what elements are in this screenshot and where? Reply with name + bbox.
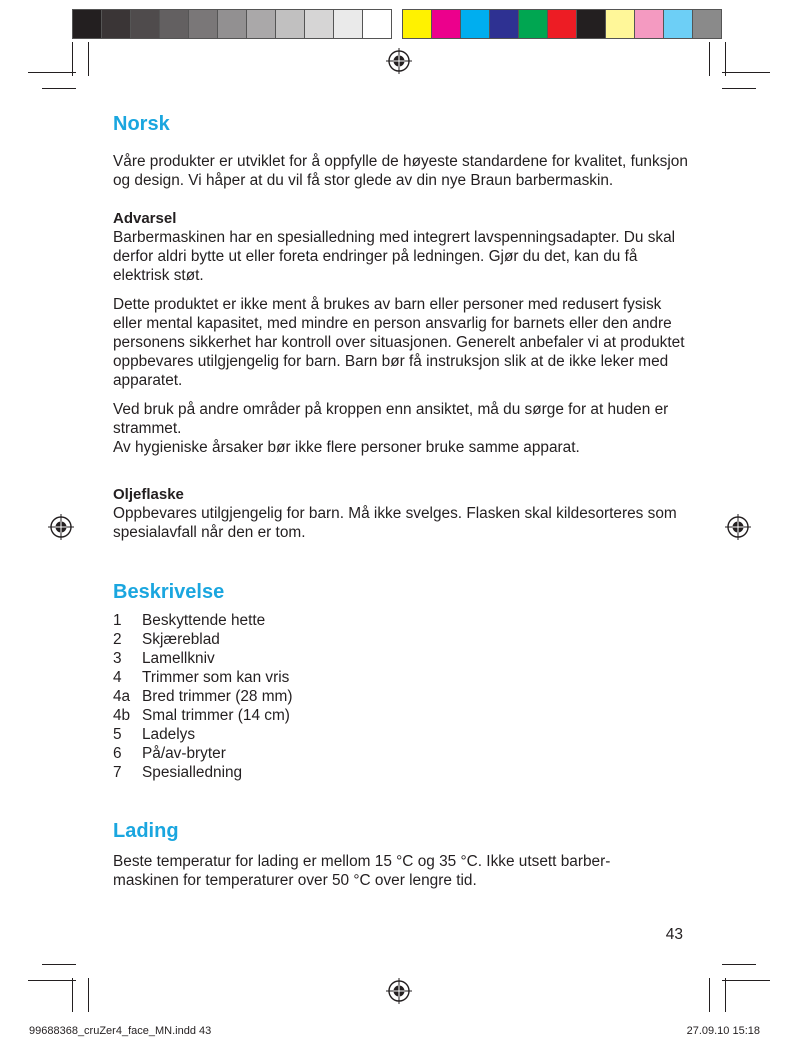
section-title-norsk: Norsk (113, 113, 170, 135)
list-item-number: 2 (113, 631, 122, 648)
color-swatch (663, 9, 693, 39)
list-item-label: Skjæreblad (142, 631, 220, 648)
list-item (113, 763, 693, 782)
color-swatch (188, 9, 218, 39)
color-swatch (431, 9, 461, 39)
color-calibration-bar (402, 9, 721, 39)
description-list (113, 611, 693, 782)
oil-heading: Oljeflaske (113, 486, 184, 503)
warning-paragraph: Barbermaskinen har en spesialledning med integrert lavspenningsadapter. Du skal derfor aldri bytte ut eller foreta endringer på ledningen. Gjør du det, kan du få elektrisk støt. (113, 229, 676, 284)
crop-mark (725, 42, 726, 76)
color-swatch (159, 9, 189, 39)
list-item-number: 1 (113, 612, 122, 629)
color-swatch (333, 9, 363, 39)
crop-mark (28, 72, 76, 73)
crop-mark (42, 88, 76, 89)
crop-mark (709, 42, 710, 76)
registration-mark-icon (725, 514, 751, 540)
color-swatch (130, 9, 160, 39)
list-item-label: Trimmer som kan vris (142, 669, 290, 686)
list-item (113, 630, 693, 649)
color-swatch (275, 9, 305, 39)
list-item (113, 649, 693, 668)
grayscale-calibration-bar (72, 9, 391, 39)
charging-line-2: maskinen for temperaturer over 50 °C over lengre tid. (113, 872, 477, 889)
page-content (113, 110, 693, 890)
crop-mark (88, 978, 89, 1012)
section-title-beskrivelse: Beskrivelse (113, 581, 225, 603)
list-item-number: 7 (113, 764, 122, 781)
registration-mark-icon (386, 978, 412, 1004)
crop-mark (722, 980, 770, 981)
list-item (113, 611, 693, 630)
color-swatch (217, 9, 247, 39)
children-safety-paragraph: Dette produktet er ikke ment å brukes av barn eller personer med redusert fysisk eller mental kapasitet, med mindre en person ansvarlig for barnets eller den andre personens sikkerhet har kontroll over situasjonen. Generelt anbefaler vi at produktet oppbevares utilgjengelig for barn. Barn bør få instruksjon slik at de ikke leker med apparatet. (113, 296, 685, 389)
crop-mark (42, 964, 76, 965)
list-item-number: 4 (113, 669, 122, 686)
list-item-number: 4b (113, 707, 131, 724)
color-swatch (547, 9, 577, 39)
section-title-lading: Lading (113, 820, 179, 842)
warning-heading: Advarsel (113, 210, 177, 227)
color-swatch (634, 9, 664, 39)
list-item (113, 706, 693, 725)
list-item (113, 725, 693, 744)
color-swatch (460, 9, 490, 39)
crop-mark (72, 978, 73, 1012)
color-swatch (362, 9, 392, 39)
list-item-number: 6 (113, 745, 122, 762)
page-number: 43 (665, 926, 683, 943)
crop-mark (722, 88, 756, 89)
footer-datetime: 27.09.10 15:18 (686, 1025, 760, 1037)
list-item-label: Lamellkniv (142, 650, 215, 667)
list-item-label: Smal trimmer (14 cm) (142, 707, 290, 724)
body-use-paragraph: Ved bruk på andre områder på kroppen enn ansiktet, må du sørge for at huden er strammet. (113, 401, 669, 437)
color-swatch (518, 9, 548, 39)
footer-filename: 99688368_cruZer4_face_MN.indd 43 (29, 1025, 212, 1037)
oil-paragraph: Oppbevares utilgjengelig for barn. Må ikke svelges. Flasken skal kildesorteres som spesialavfall når den er tom. (113, 505, 677, 541)
list-item-label: Ladelys (142, 726, 196, 743)
color-swatch (489, 9, 519, 39)
crop-mark (709, 978, 710, 1012)
crop-mark (28, 980, 76, 981)
list-item-number: 4a (113, 688, 131, 705)
color-swatch (101, 9, 131, 39)
color-swatch (304, 9, 334, 39)
crop-mark (722, 964, 756, 965)
list-item-number: 5 (113, 726, 122, 743)
registration-mark-icon (386, 48, 412, 74)
crop-mark (722, 72, 770, 73)
hygiene-paragraph: Av hygieniske årsaker bør ikke flere personer bruke samme apparat. (113, 439, 580, 456)
registration-mark-icon (48, 514, 74, 540)
list-item-label: På/av-bryter (142, 745, 226, 762)
color-swatch (72, 9, 102, 39)
color-swatch (246, 9, 276, 39)
crop-mark (88, 42, 89, 76)
color-swatch (402, 9, 432, 39)
color-swatch (576, 9, 606, 39)
list-item-label: Bred trimmer (28 mm) (142, 688, 293, 705)
color-swatch (605, 9, 635, 39)
intro-paragraph: Våre produkter er utviklet for å oppfylle de høyeste standardene for kvalitet, funksjon og design. Vi håper at du vil få stor glede av din nye Braun barbermaskin. (113, 153, 688, 189)
color-swatch (692, 9, 722, 39)
list-item (113, 744, 693, 763)
list-item (113, 668, 693, 687)
crop-mark (72, 42, 73, 76)
list-item-label: Beskyttende hette (142, 612, 266, 629)
list-item-number: 3 (113, 650, 122, 667)
charging-paragraph (113, 852, 693, 890)
charging-line-1: Beste temperatur for lading er mellom 15 °C og 35 °C. Ikke utsett barber- (113, 853, 611, 870)
list-item (113, 687, 693, 706)
crop-mark (725, 978, 726, 1012)
list-item-label: Spesialledning (142, 764, 243, 781)
